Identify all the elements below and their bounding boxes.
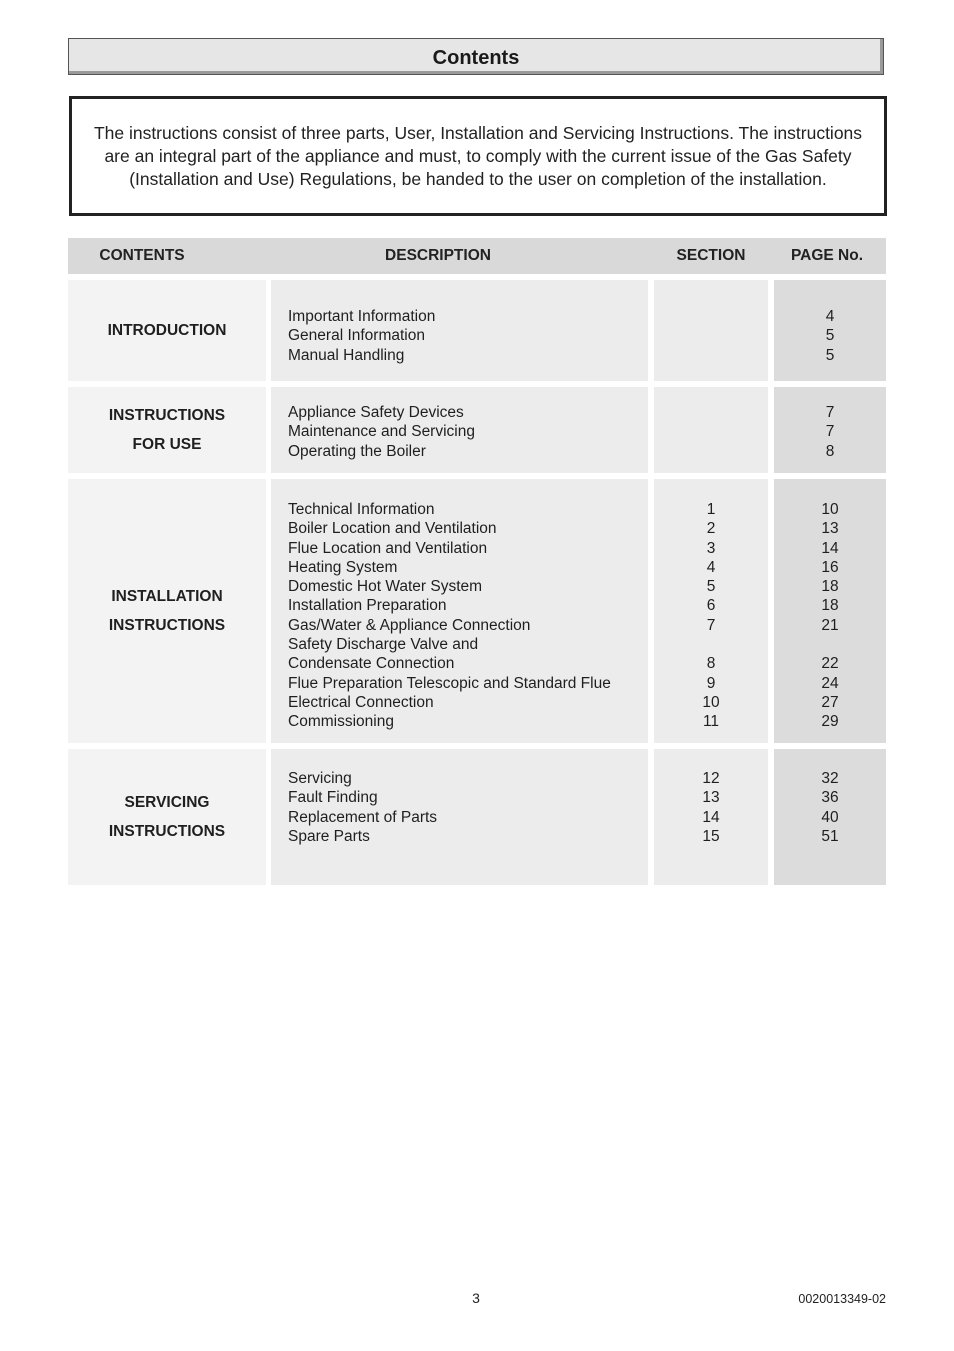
section-number-list [654,403,768,461]
page-number: 13 [821,520,839,538]
page-number: 22 [821,655,839,673]
description-cell [271,749,648,885]
page-number: 51 [821,827,839,845]
page-number: 16 [821,558,839,576]
contents-cell [68,387,266,473]
contents-title-box [68,38,884,75]
section-title [109,582,225,640]
footer-page-number: 3 [472,1290,480,1306]
page-number: 14 [821,539,839,557]
page-number: 18 [821,578,839,596]
description-item: Fault Finding [288,789,378,807]
header-contents: CONTENTS [99,247,185,264]
description-item: Replacement of Parts [288,808,438,826]
section-cell [654,749,768,885]
page-number: 7 [825,404,835,421]
description-item: General Information [288,327,425,345]
description-cell [271,387,648,473]
header-section: SECTION [676,247,746,264]
page-number [774,635,886,654]
description-list [288,500,648,732]
description-item: Condensate Connection [288,655,455,673]
page-number: 8 [825,442,835,460]
page-number-list [774,403,886,461]
description-cell [271,479,648,743]
page-number: 27 [821,693,839,711]
page-number: 10 [821,501,839,518]
section-title-line: INSTRUCTIONS [108,823,226,840]
page-cell [774,280,886,381]
section-number [654,442,768,461]
page-number: 32 [821,770,839,787]
section-number [654,326,768,345]
page-cell [774,387,886,473]
header-description: DESCRIPTION [385,247,491,264]
section-number: 8 [706,655,716,673]
page-number: 4 [825,308,835,325]
description-item: Gas/Water & Appliance Connection [288,616,531,634]
section-number: 5 [706,578,716,596]
table-row-installation-instructions [68,479,886,743]
section-number-list [654,769,768,846]
table-header [68,238,886,274]
contents-cell [68,749,266,885]
section-title-line: INTRODUCTION [107,322,227,339]
section-number: 1 [706,501,716,518]
contents-cell [68,280,266,381]
description-list [288,307,648,365]
page-number: 36 [821,789,839,807]
page-number-list [774,769,886,846]
footer-document-code: 0020013349-02 [798,1292,886,1306]
section-title [108,316,227,345]
section-number: 14 [702,808,720,826]
section-title-line: FOR USE [132,436,202,453]
section-number: 4 [706,558,716,576]
page-number-list [774,307,886,365]
page-number: 24 [821,674,839,692]
description-item: Domestic Hot Water System [288,578,483,596]
description-list [288,769,648,846]
description-cell [271,280,648,381]
description-item: Flue Location and Ventilation [288,539,488,557]
page-title: Contents [432,47,520,69]
description-item: Heating System [288,558,398,576]
section-title-line: INSTRUCTIONS [108,407,226,424]
page-number: 40 [821,808,839,826]
section-number: 11 [702,713,720,731]
page-number: 18 [821,597,839,615]
table-row-servicing-instructions [68,749,886,885]
description-item: Appliance Safety Devices [288,404,464,421]
section-number-list [654,307,768,365]
description-item: Technical Information [288,501,435,518]
description-item: Electrical Connection [288,693,434,711]
page-number: 21 [821,616,839,634]
page-number: 29 [821,713,839,731]
contents-cell [68,479,266,743]
section-title-line: INSTRUCTIONS [108,617,226,634]
description-item: Installation Preparation [288,597,447,615]
description-item: Operating the Boiler [288,442,426,460]
section-number [654,307,768,326]
description-item: Safety Discharge Valve and [288,636,479,654]
description-item: Commissioning [288,713,394,731]
section-title [109,401,225,459]
page-cell [774,749,886,885]
page-number: 5 [825,327,835,345]
section-number-list [654,500,768,732]
intro-box [69,96,887,216]
section-number: 9 [706,674,716,692]
section-number: 7 [706,616,716,634]
page-number-list [774,500,886,732]
section-cell [654,280,768,381]
intro-text: The instructions consist of three parts, User, Installation and Servicing Instructions. The instructions are an integral part of the appliance and must, to comply with the current issue of the Gas Safety (Installation and Use) Regulations, be handed to the user on completion of the installation. [93,122,863,189]
description-item: Flue Preparation Telescopic and Standard Flue [288,674,611,692]
section-number [654,403,768,422]
section-number: 3 [706,539,716,557]
section-number: 15 [702,827,720,845]
section-title-line: SERVICING [124,794,210,811]
page-number: 5 [825,346,835,364]
section-number: 13 [702,789,720,807]
header-page: PAGE No. [790,247,864,264]
description-item: Important Information [288,308,436,325]
section-number [654,422,768,441]
section-cell [654,479,768,743]
page-number: 7 [825,423,835,441]
section-title [109,788,225,846]
section-number [654,346,768,365]
section-cell [654,387,768,473]
description-list [288,403,648,461]
table-row-instructions-for-use [68,387,886,473]
section-number [654,635,768,654]
table-row-introduction [68,280,886,381]
page-cell [774,479,886,743]
section-number: 12 [702,770,720,787]
description-item: Spare Parts [288,827,370,845]
section-number: 10 [702,693,720,711]
description-item: Boiler Location and Ventilation [288,520,497,538]
section-title-line: INSTALLATION [111,588,223,605]
section-number: 6 [706,597,716,615]
description-item: Manual Handling [288,346,405,364]
description-item: Servicing [288,770,352,787]
section-number: 2 [706,520,716,538]
description-item: Maintenance and Servicing [288,423,475,441]
